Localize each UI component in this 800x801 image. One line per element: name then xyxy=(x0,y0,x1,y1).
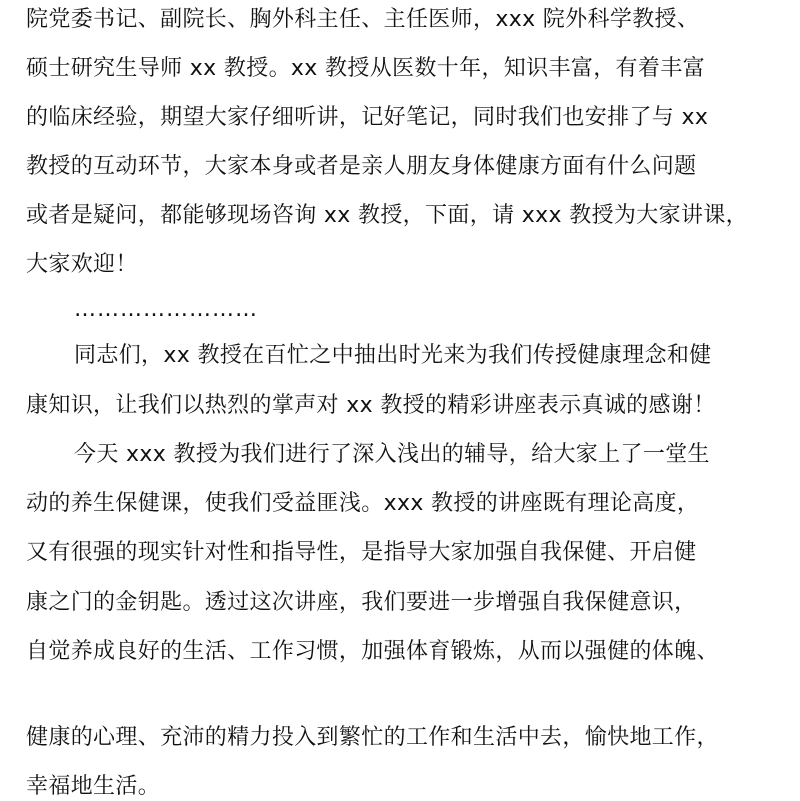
ellipsis-separator: …………………… xyxy=(74,297,258,322)
text-line: 的临床经验，期望大家仔细听讲，记好笔记，同时我们也安排了与 xx xyxy=(26,105,709,130)
text-line: 幸福地生活。 xyxy=(26,774,161,799)
text-line: 教授的互动环节，大家本身或者是亲人朋友身体健康方面有什么问题 xyxy=(26,154,697,179)
text-line: 又有很强的现实针对性和指导性，是指导大家加强自我保健、开启健 xyxy=(26,540,697,565)
text-line: 硕士研究生导师 xx 教授。xx 教授从医数十年，知识丰富，有着丰富 xyxy=(26,56,705,81)
text-line: 动的养生保健课，使我们受益匪浅。xxx 教授的讲座既有理论高度， xyxy=(26,491,700,516)
text-line: 院党委书记、副院长、胸外科主任、主任医师，xxx 院外科学教授、 xyxy=(26,7,700,32)
text-line: 大家欢迎！ xyxy=(26,252,138,277)
text-line: 康知识，让我们以热烈的掌声对 xx 教授的精彩讲座表示真诚的感谢！ xyxy=(26,393,716,418)
paragraph-start-line: 今天 xxx 教授为我们进行了深入浅出的辅导，给大家上了一堂生 xyxy=(74,442,710,467)
text-line: 健康的心理、充沛的精力投入到繁忙的工作和生活中去，愉快地工作， xyxy=(26,725,719,750)
text-line: 自觉养成良好的生活、工作习惯，加强体育锻炼，从而以强健的体魄、 xyxy=(26,639,719,664)
text-line: 或者是疑问，都能够现场咨询 xx 教授，下面，请 xxx 教授为大家讲课， xyxy=(26,203,749,228)
paragraph-start-line: 同志们，xx 教授在百忙之中抽出时光来为我们传授健康理念和健 xyxy=(74,343,712,368)
text-line: 康之门的金钥匙。透过这次讲座，我们要进一步增强自我保健意识， xyxy=(26,590,697,615)
